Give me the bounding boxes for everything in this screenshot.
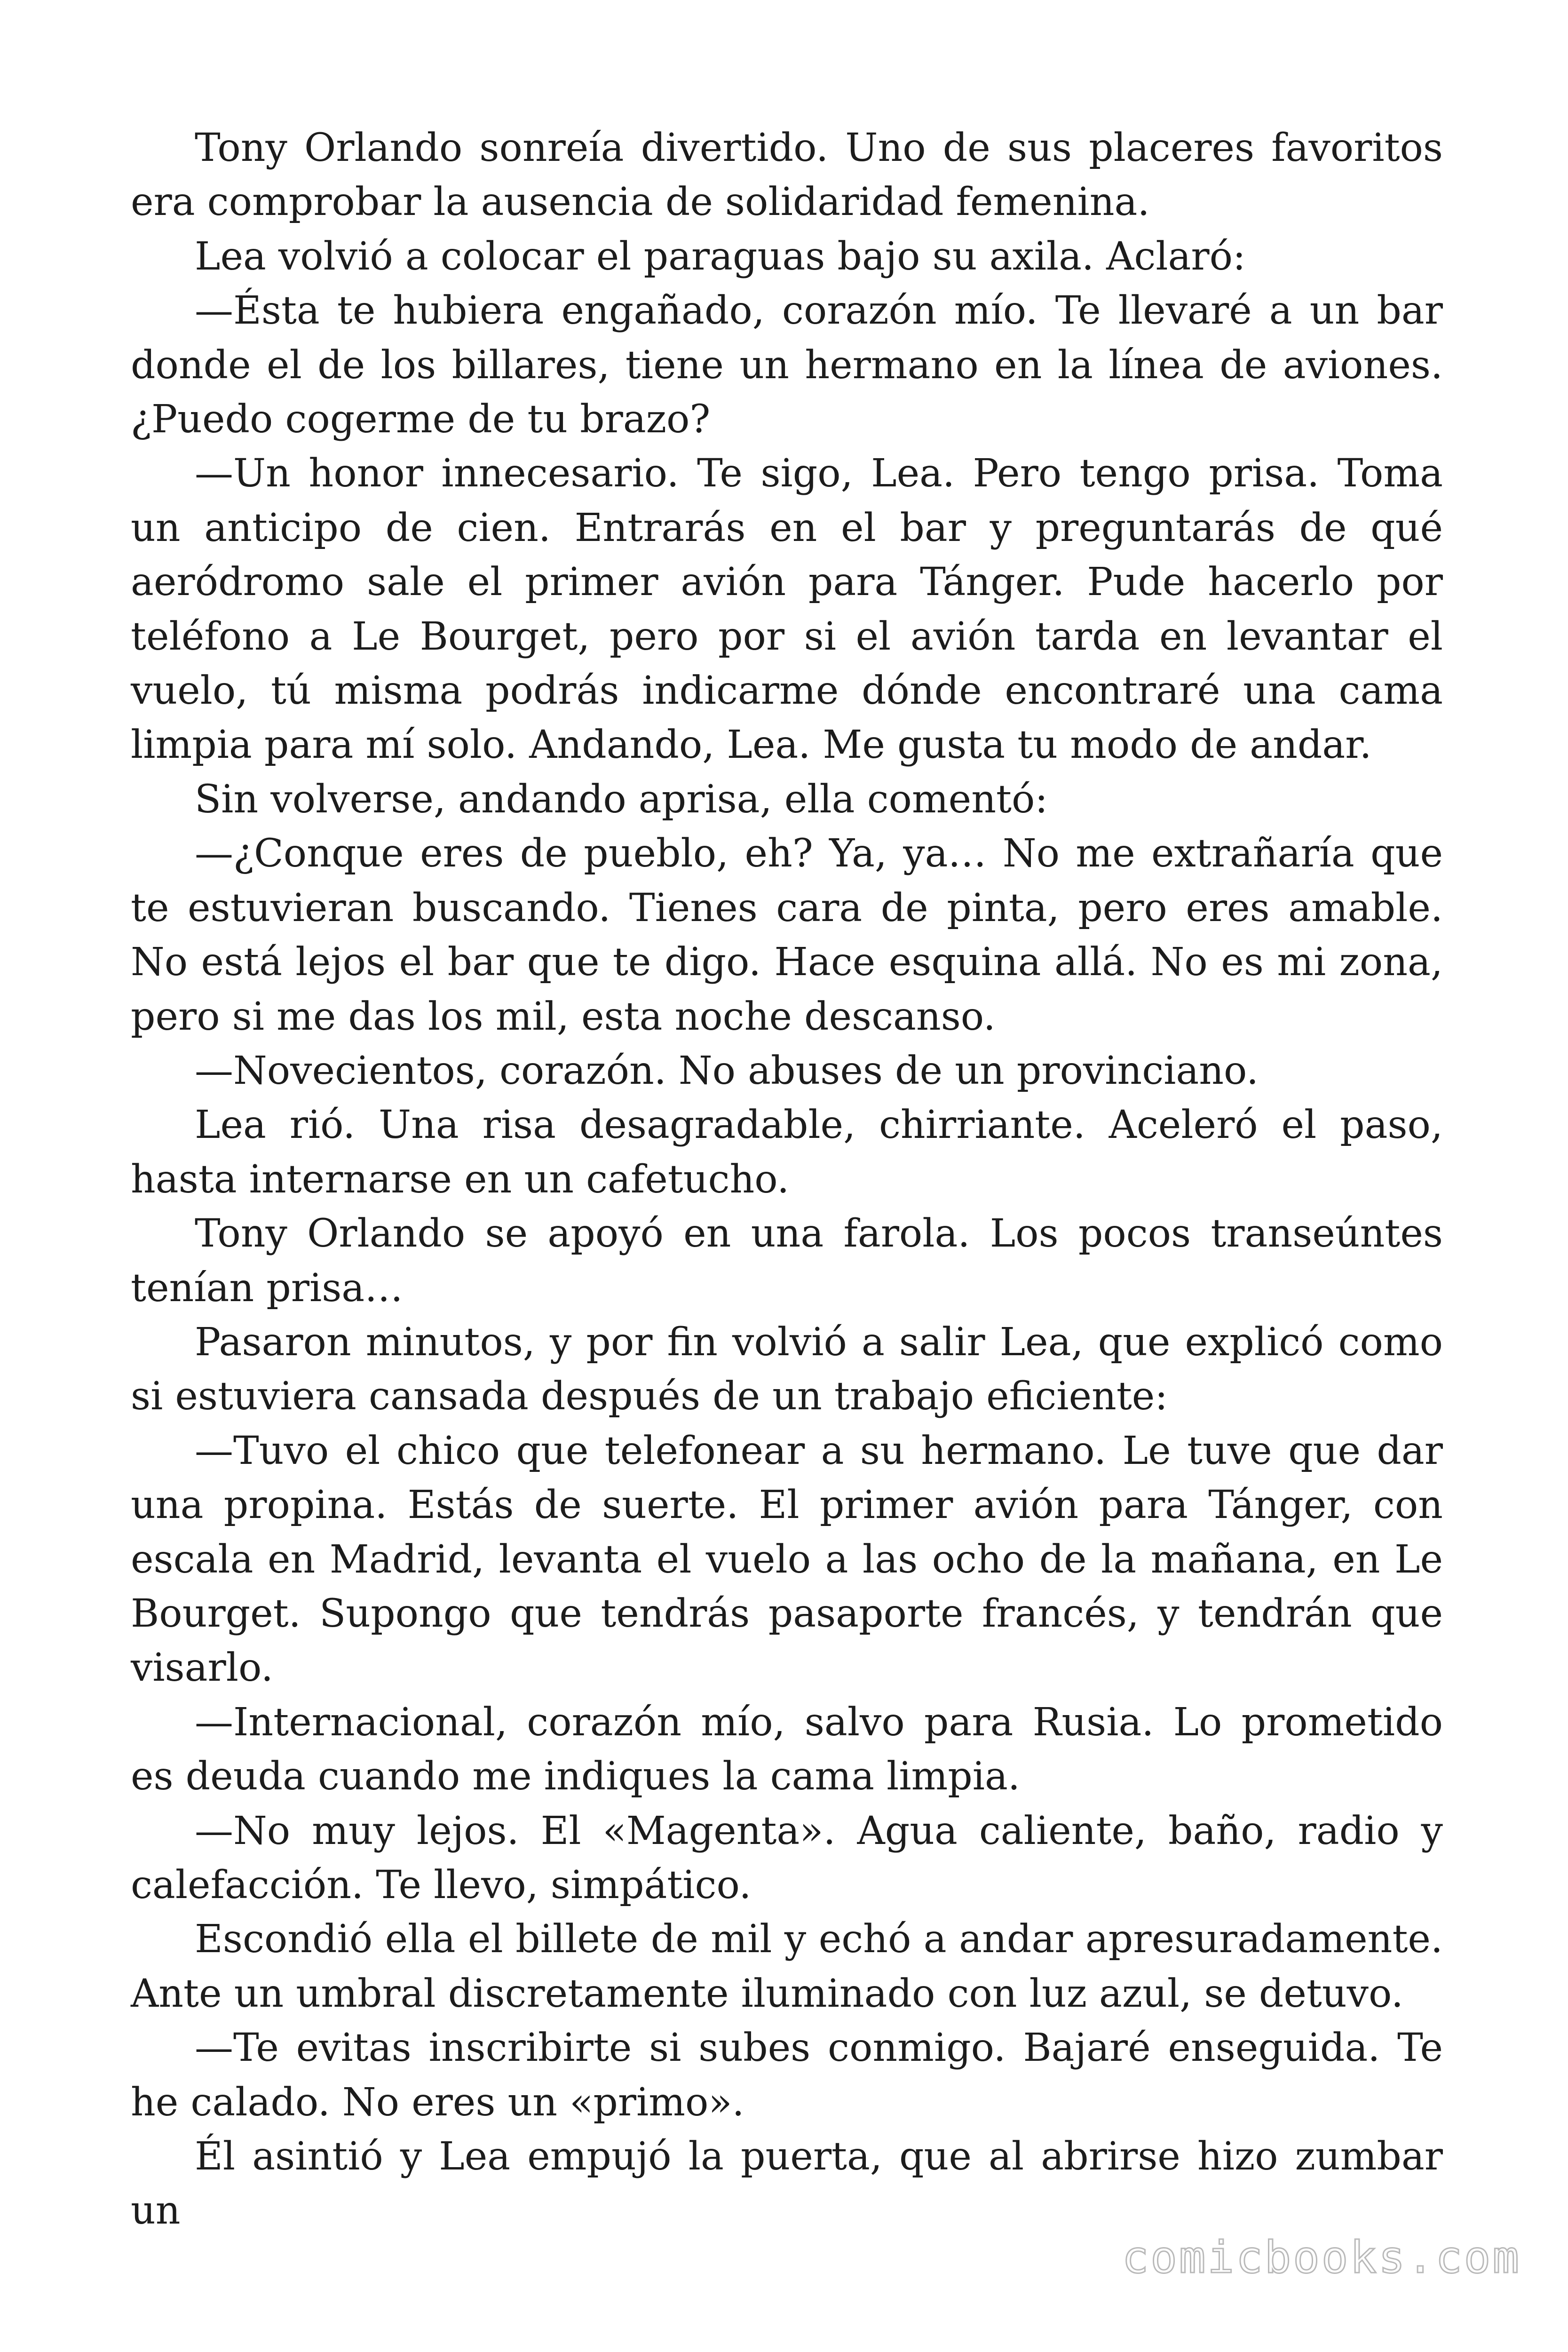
page-body-text xyxy=(131,121,1443,2238)
paragraph-14: Escondió ella el billete de mil y echó a andar apresuradamente. Ante un umbral discretamente iluminado con luz azul, se detuvo. xyxy=(131,1917,1443,2016)
paragraph-6: —¿Conque eres de pueblo, eh? Ya, ya… No me extrañaría que te estuvieran buscando. Tienes cara de pinta, pero eres amable. No está lejos el bar que te digo. Hace esquina allá. No es mi zona, pero si me das los mil, esta noche descanso. xyxy=(131,831,1443,1039)
paragraph-13: —No muy lejos. El «Magenta». Agua caliente, baño, radio y calefacción. Te llevo, simpático. xyxy=(131,1808,1443,1907)
paragraph-5: Sin volverse, andando aprisa, ella comentó: xyxy=(195,777,1048,822)
paragraph-4: —Un honor innecesario. Te sigo, Lea. Pero tengo prisa. Toma un anticipo de cien. Entrarás en el bar y preguntarás de qué aeródromo sale el primer avión para Tánger. Pude hacerlo por teléfono a Le Bourget, pero por si el avión tarda en levantar el vuelo, tú misma podrás indicarme dónde encontraré una cama limpia para mí solo. Andando, Lea. Me gusta tu modo de andar. xyxy=(131,451,1443,768)
paragraph-3: —Ésta te hubiera engañado, corazón mío. Te llevaré a un bar donde el de los billares, tiene un hermano en la línea de aviones. ¿Puedo cogerme de tu brazo? xyxy=(131,288,1443,442)
paragraph-16: Él asintió y Lea empujó la puerta, que al abrirse hizo zumbar un xyxy=(131,2134,1443,2233)
paragraph-15: —Te evitas inscribirte si subes conmigo. Bajaré enseguida. Te he calado. No eres un «primo». xyxy=(131,2026,1443,2125)
paragraph-8: Lea rió. Una risa desagradable, chirriante. Aceleró el paso, hasta internarse en un cafetucho. xyxy=(131,1103,1443,1202)
paragraph-11: —Tuvo el chico que telefonear a su hermano. Le tuve que dar una propina. Estás de suerte. El primer avión para Tánger, con escala en Madrid, levanta el vuelo a las ocho de la mañana, en Le Bourget. Supongo que tendrás pasaporte francés, y tendrán que visarlo. xyxy=(131,1428,1443,1691)
paragraph-1: Tony Orlando sonreía divertido. Uno de sus placeres favoritos era comprobar la ausencia de solidaridad femenina. xyxy=(131,126,1443,225)
watermark: comicbooks.com xyxy=(1122,2232,1521,2283)
paragraph-10: Pasaron minutos, y por fin volvió a salir Lea, que explicó como si estuviera cansada después de un trabajo eficiente: xyxy=(131,1319,1443,1419)
paragraph-2: Lea volvió a colocar el paraguas bajo su axila. Aclaró: xyxy=(195,234,1246,279)
paragraph-12: —Internacional, corazón mío, salvo para Rusia. Lo prometido es deuda cuando me indiques la cama limpia. xyxy=(131,1700,1443,1799)
paragraph-9: Tony Orlando se apoyó en una farola. Los pocos transeúntes tenían prisa… xyxy=(131,1211,1443,1311)
paragraph-7: —Novecientos, corazón. No abuses de un provinciano. xyxy=(195,1048,1259,1093)
